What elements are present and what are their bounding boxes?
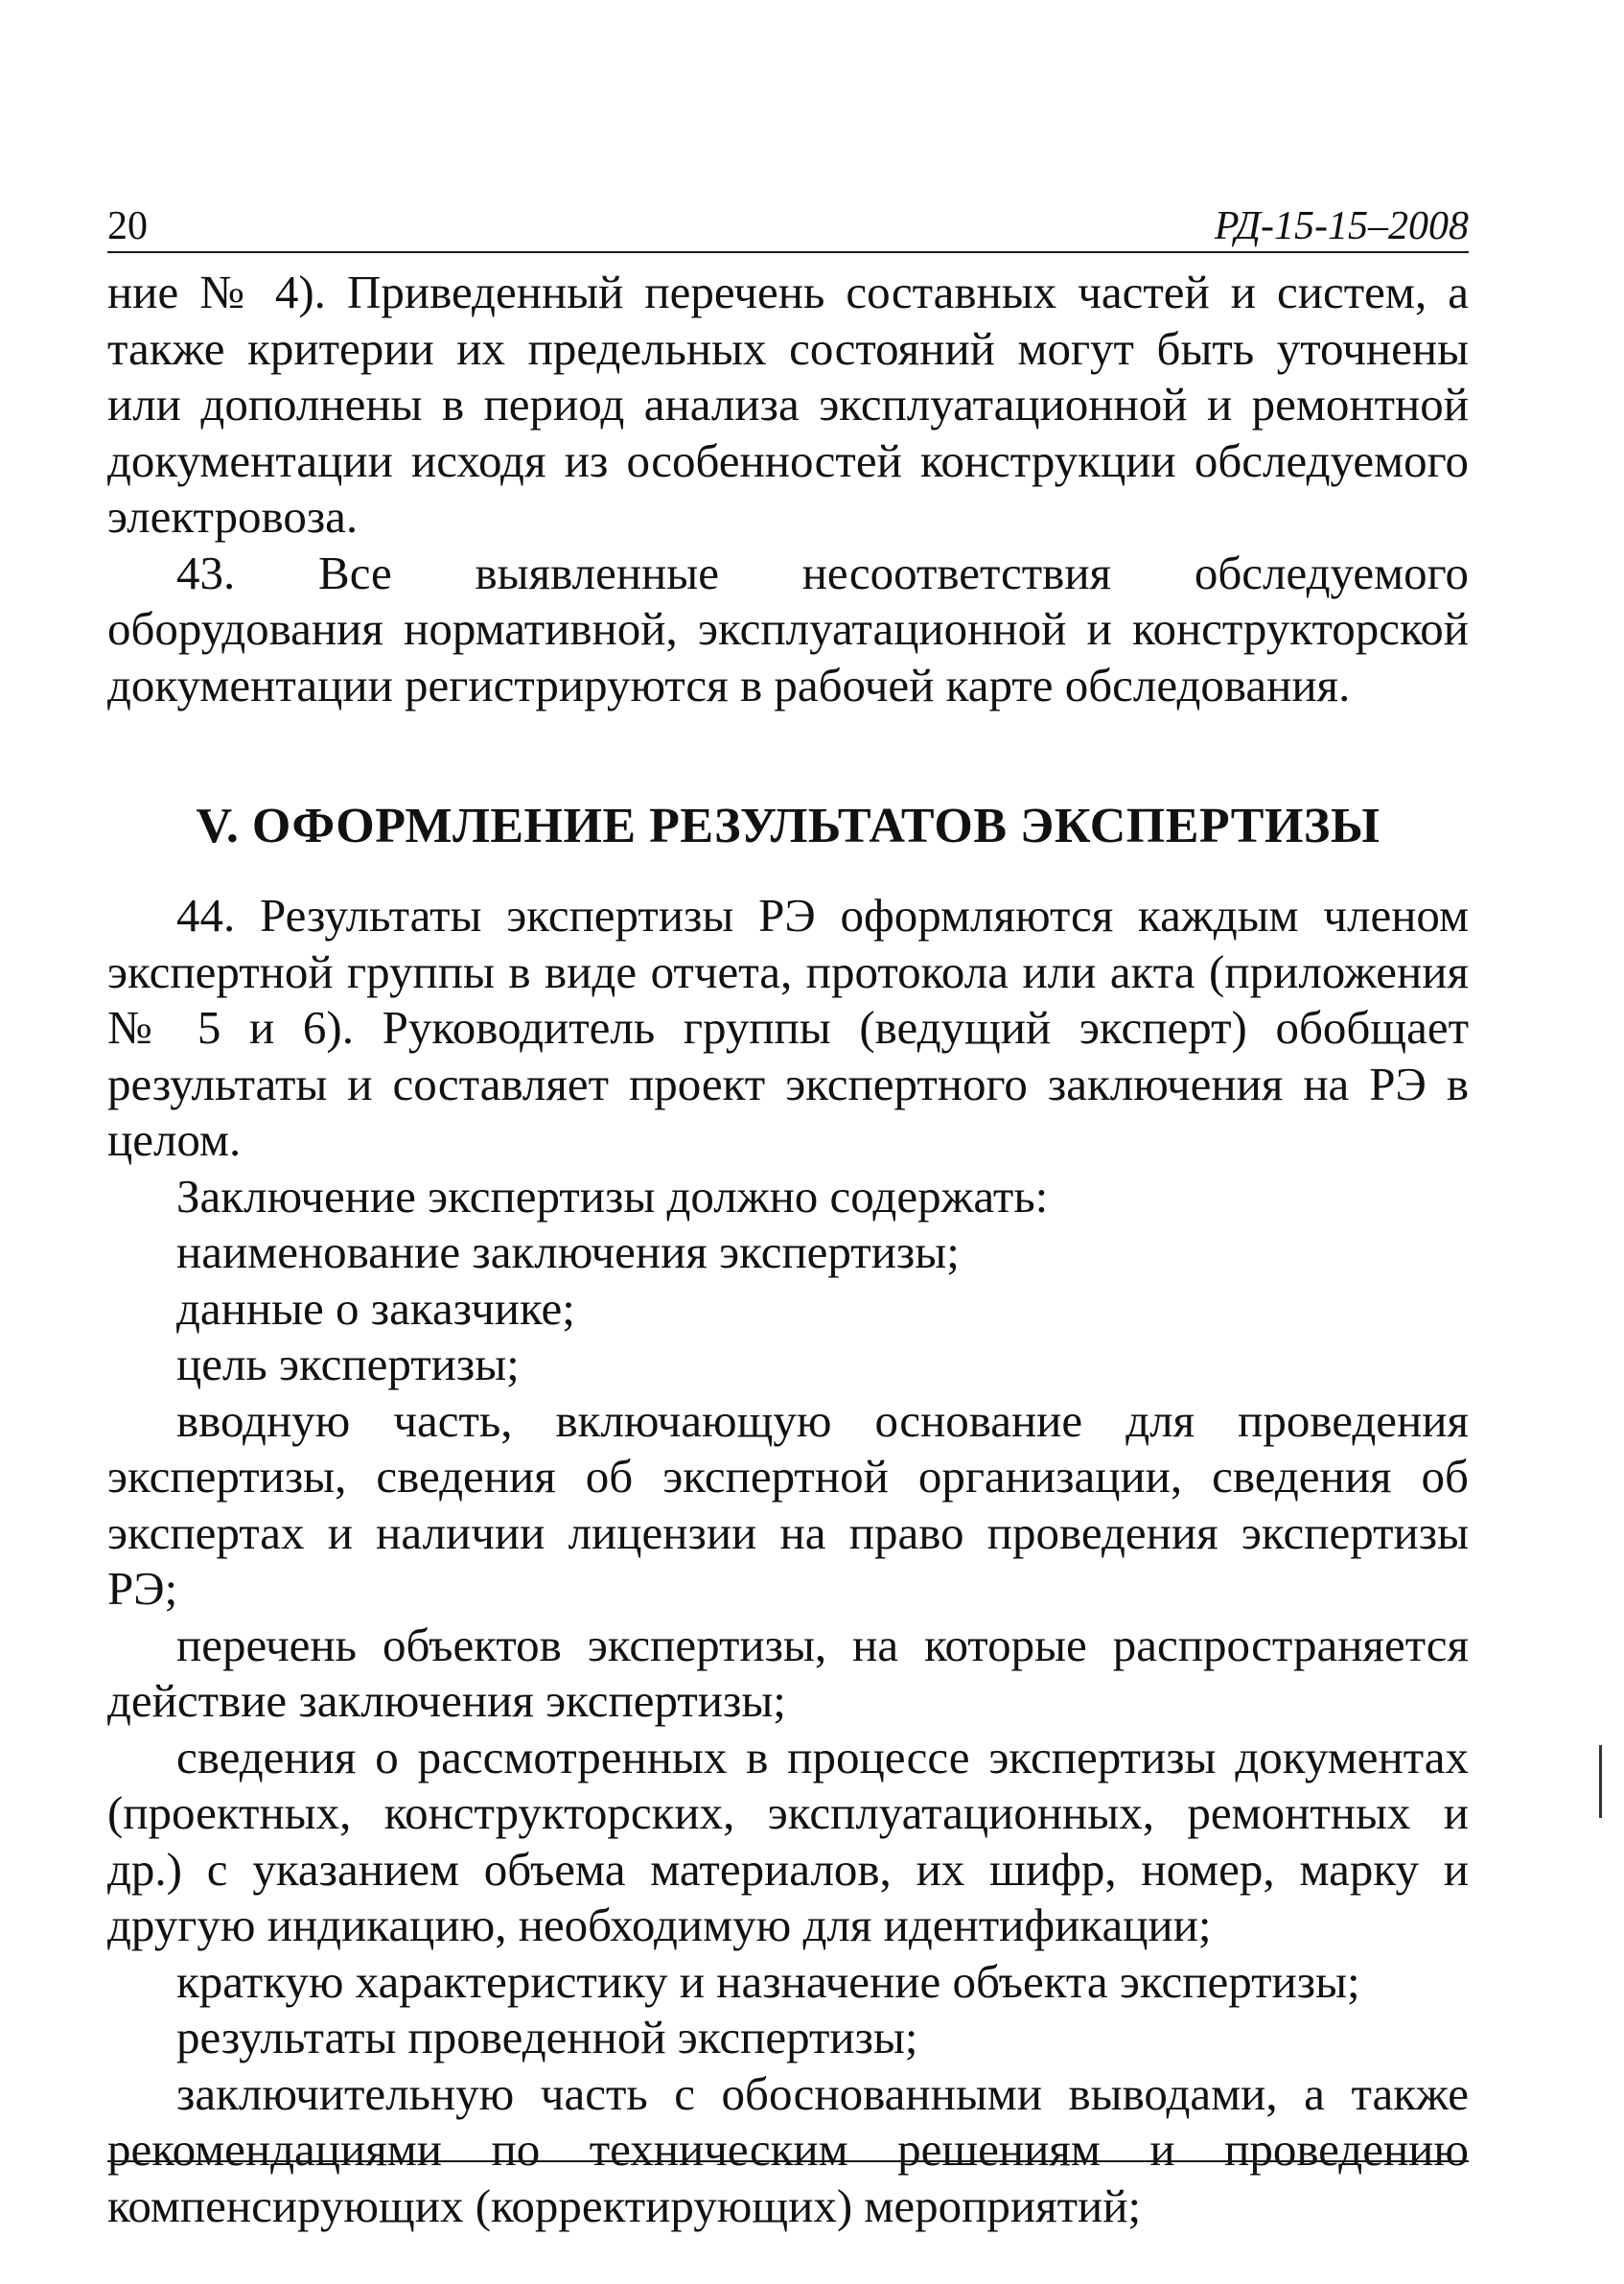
footer-rule bbox=[107, 2160, 1469, 2162]
paragraph-conclusion-intro: Заключение экспертизы должно содержать: bbox=[176, 1169, 1049, 1223]
paragraph-43: 43. Все выявленные несоответствия обследуемого оборудования нормативной, эксплуатационной и конструкторской документации регистрируются в рабочей карте обследования. bbox=[107, 546, 1469, 711]
document-body bbox=[107, 265, 1469, 2234]
list-item: результаты проведенной экспертизы; bbox=[176, 2011, 918, 2063]
list-item: цель экспертизы; bbox=[176, 1338, 520, 1390]
running-header bbox=[107, 201, 1469, 253]
list-item: вводную часть, включающую основание для проведения экспертизы, сведения об экспертной организации, сведения об экспертах и наличии лицензии на право проведения экспертизы РЭ; bbox=[107, 1393, 1469, 1615]
list-item: сведения о рассмотренных в процессе экспертизы документах (проектных, конструкторских, эксплуатационных, ремонтных и др.) с указанием объема материалов, их шифр, номер, марку и другую индикацию, необходимую для идентификации; bbox=[107, 1730, 1469, 1951]
page-number: 20 bbox=[107, 204, 148, 248]
scan-edge-mark bbox=[1599, 1745, 1602, 1818]
section-heading: V. ОФОРМЛЕНИЕ РЕЗУЛЬТАТОВ ЭКСПЕРТИЗЫ bbox=[196, 799, 1380, 853]
document-code: РД-15-15–2008 bbox=[1214, 204, 1469, 248]
paragraph-continuation: ние № 4). Приведенный перечень составных частей и систем, а также критерии их предельных состояний могут быть уточнены или дополнены в период анализа эксплуатационной и ремонтной документации исходя из особенностей конструкции обследуемого электровоза. bbox=[107, 266, 1469, 543]
list-item: данные о заказчике; bbox=[176, 1281, 575, 1335]
list-item: заключительную часть с обоснованными выводами, а также рекомендациями по техническим решениям и проведению компенсирующих (корректирующих) мероприятий; bbox=[107, 2066, 1469, 2232]
document-page bbox=[107, 201, 1469, 2234]
list-item: перечень объектов экспертизы, на которые распространяется действие заключения экспертизы; bbox=[107, 1618, 1469, 1727]
list-item: наименование заключения экспертизы; bbox=[176, 1225, 960, 1278]
paragraph-44: 44. Результаты экспертизы РЭ оформляются каждым членом экспертной группы в виде отчета, протокола или акта (приложения № 5 и 6). Руководитель группы (ведущий эксперт) обобщает результаты и составляет проект экспертного заключения на РЭ в целом. bbox=[107, 889, 1469, 1166]
list-item: краткую характеристику и назначение объекта экспертизы; bbox=[176, 1954, 1360, 2008]
